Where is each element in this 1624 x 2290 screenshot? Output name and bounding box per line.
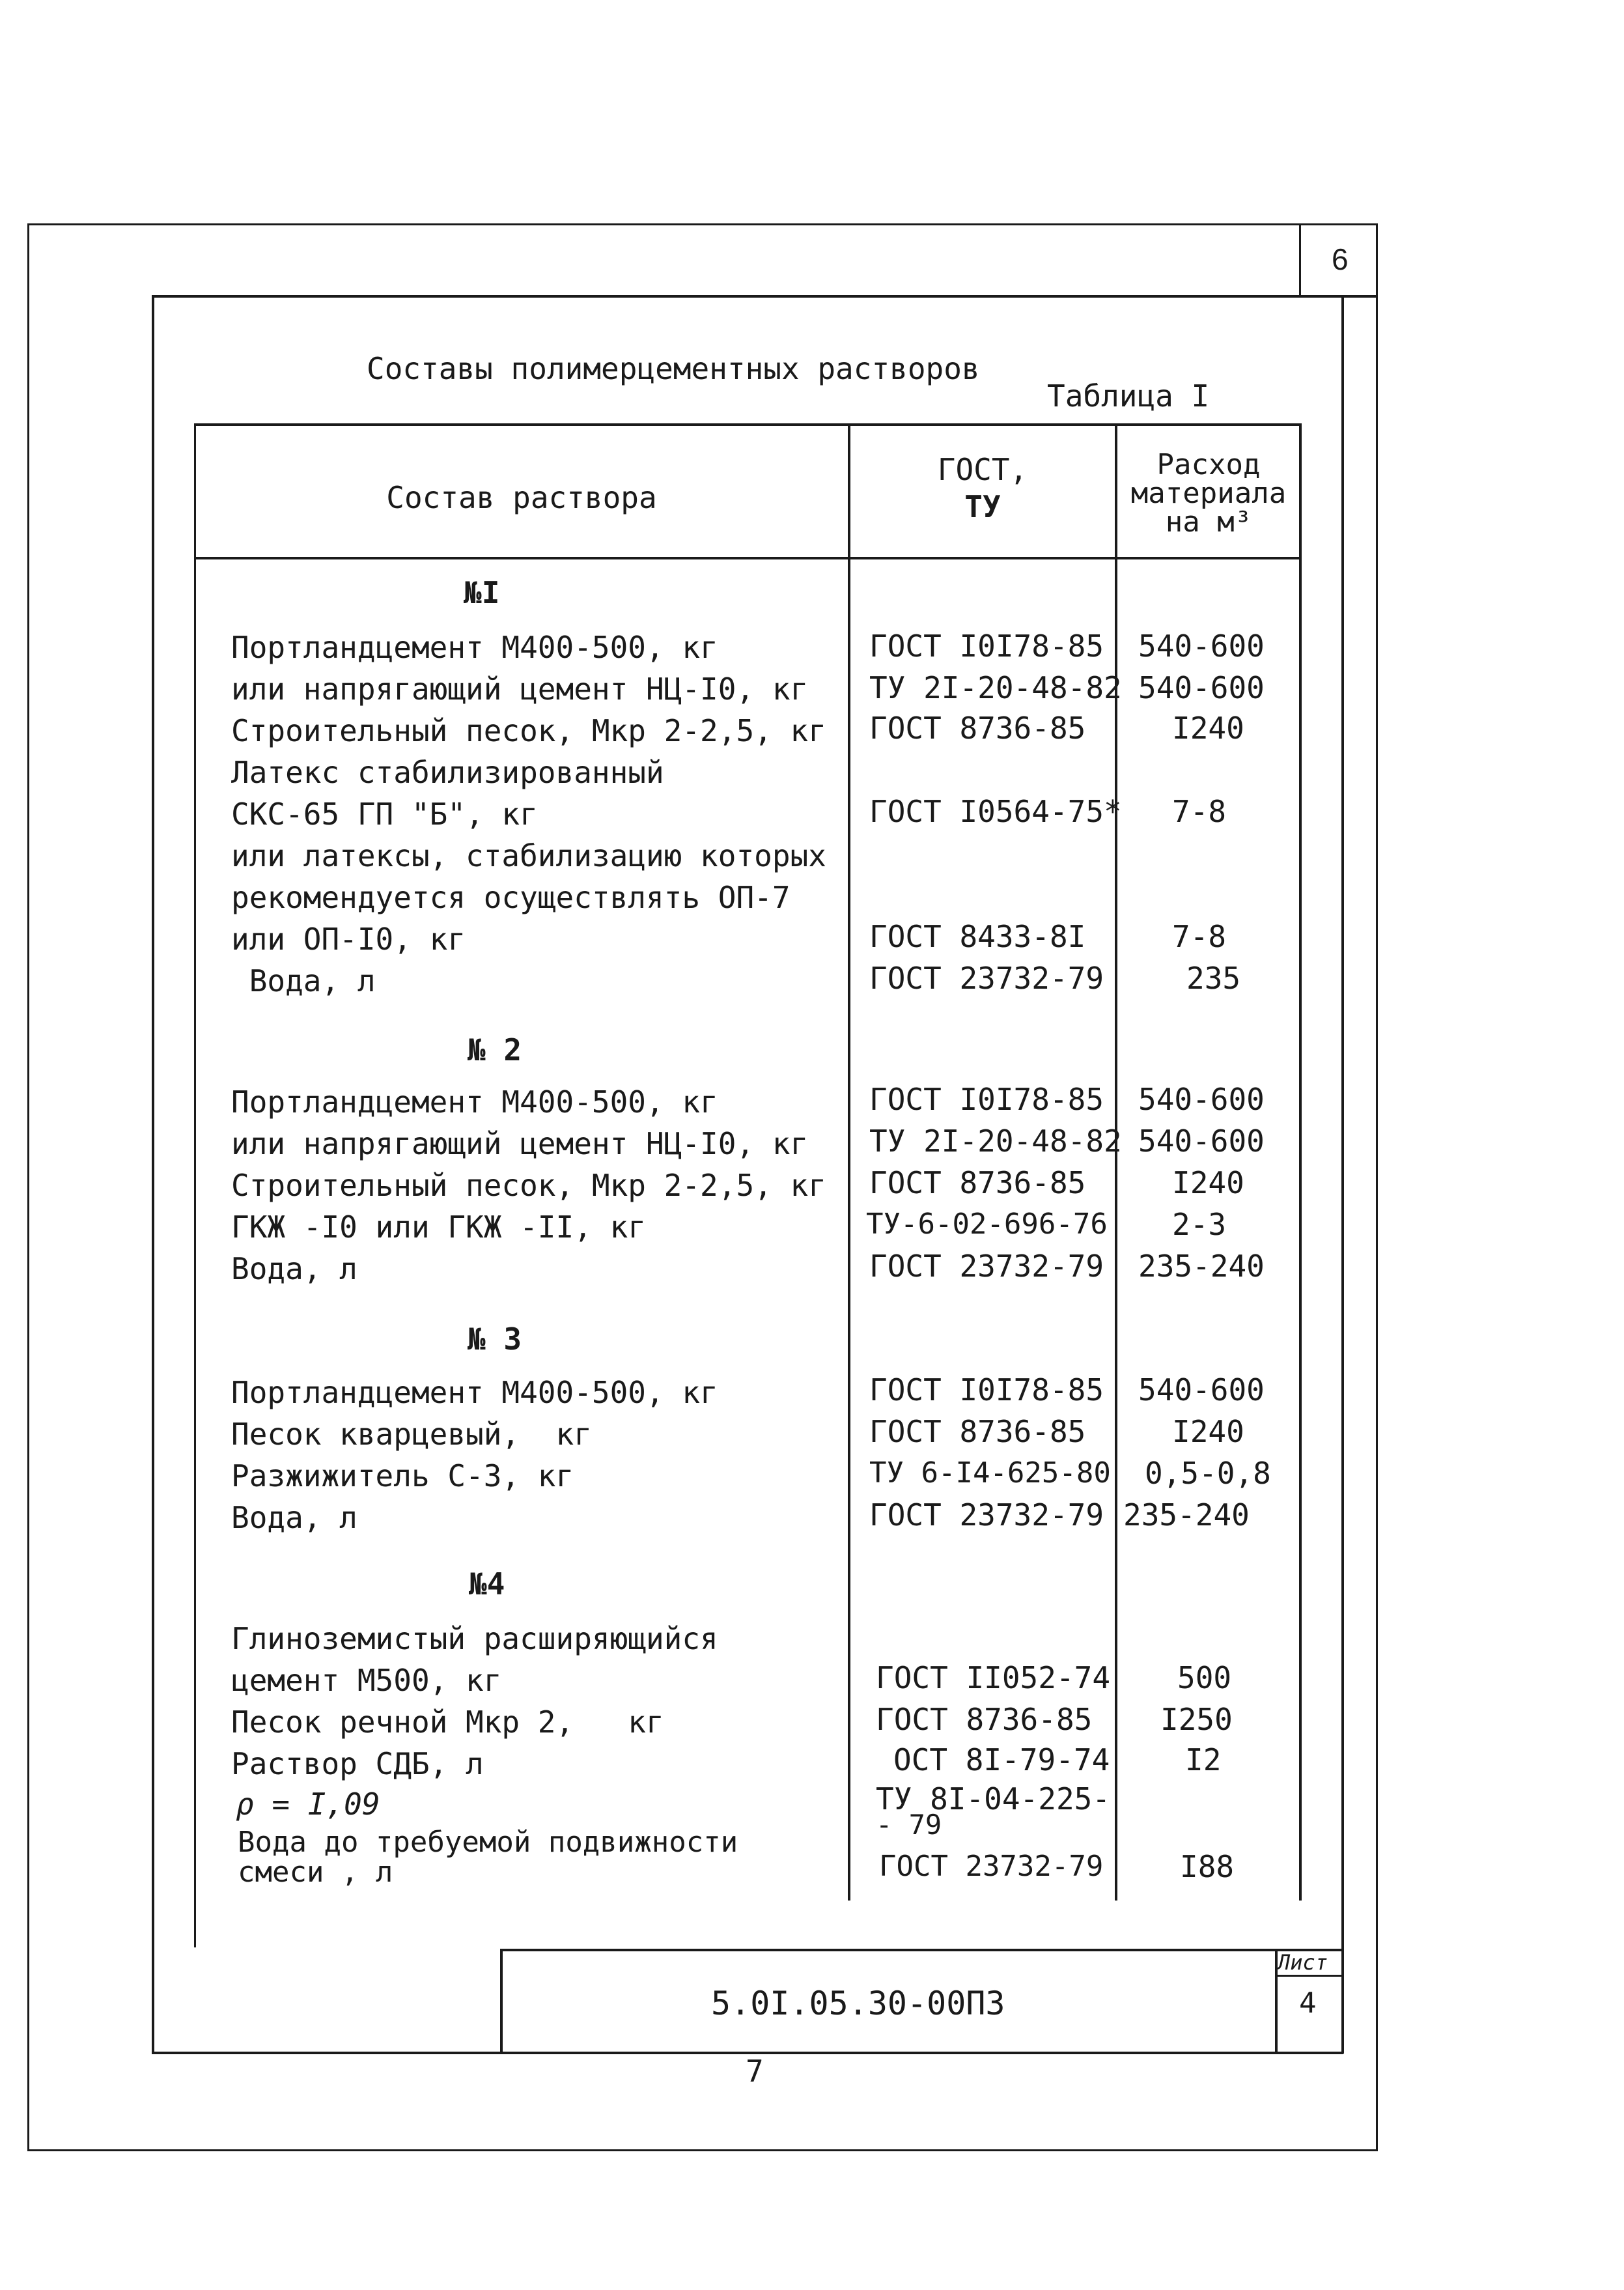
row-name: рекомендуется осуществлять ОП-7 <box>231 880 791 915</box>
outer-frame-bottom <box>27 2149 1378 2151</box>
row-standard: ГОСТ 23732-79 <box>869 1249 1104 1284</box>
row-amount: I2 <box>1185 1742 1222 1777</box>
row-name: СКС-65 ГП "Б", кг <box>231 797 538 832</box>
section-heading: №I <box>464 575 500 610</box>
column-header-consumption-line2: материала <box>1130 477 1287 510</box>
inner-frame-left <box>152 295 154 2054</box>
document-code: 5.0I.05.30-00ПЗ <box>711 1985 1005 2022</box>
row-name: цемент М500, кг <box>231 1663 502 1698</box>
column-header-consumption-line3: на м³ <box>1165 505 1252 539</box>
column-header-composition: Состав раствора <box>386 480 657 515</box>
row-standard: - 79 <box>876 1809 942 1841</box>
row-name: Строительный песок, Мкр 2-2,5, кг <box>231 713 826 748</box>
table-right-border <box>1299 423 1302 1901</box>
row-amount: 540-600 <box>1138 1372 1265 1407</box>
row-amount: 7-8 <box>1172 919 1227 954</box>
row-name: Песок речной Мкр 2, кг <box>231 1704 664 1740</box>
row-name: Латекс стабилизированный <box>231 755 664 790</box>
table-header-border <box>194 557 1301 559</box>
row-standard: ГОСТ 23732-79 <box>869 961 1104 996</box>
outer-frame-right <box>1376 223 1378 2151</box>
row-amount: 235 <box>1186 961 1241 996</box>
row-name: смеси , л <box>238 1856 393 1889</box>
outer-frame-left <box>27 223 29 2151</box>
row-amount: I88 <box>1180 1849 1235 1884</box>
row-name: Портландцемент М400-500, кг <box>231 630 718 665</box>
row-standard: ГОСТ 23732-79 <box>879 1850 1104 1883</box>
row-amount: 540-600 <box>1138 1082 1265 1117</box>
table-left-border <box>194 423 196 1947</box>
row-standard: ТУ 8I-04-225- <box>876 1781 1111 1816</box>
row-standard: ГОСТ 8736-85 <box>876 1702 1093 1737</box>
section-heading: № 3 <box>468 1322 522 1357</box>
row-name: или напрягающий цемент НЦ-I0, кг <box>231 1126 809 1161</box>
stamp-top <box>500 1949 1343 1951</box>
row-standard: ГОСТ I0I78-85 <box>869 1082 1104 1117</box>
inner-frame-top <box>152 295 1378 298</box>
row-amount: 540-600 <box>1138 1124 1265 1159</box>
row-amount: I240 <box>1172 1414 1244 1449</box>
row-standard: ГОСТ I0564-75* <box>869 794 1122 829</box>
corner-number: 6 <box>1332 242 1349 276</box>
row-amount: I240 <box>1172 1165 1244 1200</box>
row-amount: 235-240 <box>1138 1249 1265 1284</box>
page-number: 7 <box>746 2054 764 2089</box>
row-amount: I250 <box>1160 1702 1233 1737</box>
row-standard: ГОСТ I0I78-85 <box>869 1372 1104 1407</box>
row-name: Вода, л <box>231 1251 357 1286</box>
row-amount: 0,5-0,8 <box>1145 1456 1271 1491</box>
column-header-standard-line1: ГОСТ, <box>937 452 1028 487</box>
row-standard: ГОСТ 8736-85 <box>869 711 1086 746</box>
row-amount: 235-240 <box>1123 1497 1250 1533</box>
row-name: Строительный песок, Мкр 2-2,5, кг <box>231 1168 826 1203</box>
row-name: Глиноземистый расширяющийся <box>231 1621 718 1656</box>
row-standard: ТУ 6-I4-625-80 <box>869 1456 1111 1490</box>
row-standard: ГОСТ 23732-79 <box>869 1497 1104 1533</box>
row-amount: I240 <box>1172 711 1244 746</box>
row-standard: ГОСТ 8433-8I <box>869 919 1086 954</box>
table-label: Таблица I <box>1047 378 1210 414</box>
document-title: Составы полимерцементных растворов <box>367 351 980 386</box>
row-name: ρ = I,09 <box>236 1787 380 1822</box>
section-heading: № 2 <box>468 1032 522 1067</box>
inner-frame-right <box>1341 295 1344 2054</box>
sheet-label: Лист <box>1278 1950 1328 1975</box>
stamp-left <box>500 1949 503 2053</box>
corner-box-left <box>1299 223 1301 295</box>
table-top-border <box>194 423 1301 426</box>
row-standard: ГОСТ II052-74 <box>876 1660 1111 1695</box>
row-standard: ГОСТ 8736-85 <box>869 1165 1086 1200</box>
row-amount: 2-3 <box>1172 1207 1227 1242</box>
row-standard: ГОСТ 8736-85 <box>869 1414 1086 1449</box>
row-standard: ГОСТ I0I78-85 <box>869 629 1104 664</box>
column-header-consumption-line1: Расход <box>1156 448 1261 481</box>
row-amount: 540-600 <box>1138 629 1265 664</box>
table-divider-1 <box>848 423 850 1901</box>
row-name: Вода, л <box>231 1500 357 1535</box>
sheet-number: 4 <box>1299 1986 1317 2020</box>
row-amount: 540-600 <box>1138 670 1265 705</box>
section-heading: №4 <box>469 1566 505 1602</box>
outer-frame-top <box>27 223 1378 225</box>
row-name: Портландцемент М400-500, кг <box>231 1084 718 1120</box>
row-name: Раствор СДБ, л <box>231 1746 484 1781</box>
row-name: Вода, л <box>231 963 376 998</box>
table-divider-2 <box>1115 423 1117 1901</box>
row-standard: ТУ 2I-20-48-82 <box>869 1124 1122 1159</box>
stamp-sheet-label-line <box>1275 1975 1343 1977</box>
row-name: Песок кварцевый, кг <box>231 1417 592 1452</box>
row-name: Вода до требуемой подвижности <box>238 1826 738 1859</box>
row-name: Портландцемент М400-500, кг <box>231 1375 718 1410</box>
row-name: Разжижитель С-3, кг <box>231 1458 574 1493</box>
row-name: ГКЖ -I0 или ГКЖ -II, кг <box>231 1209 646 1245</box>
row-name: или латексы, стабилизацию которых <box>231 838 826 873</box>
row-standard: ТУ 2I-20-48-82 <box>869 670 1122 705</box>
row-standard: ТУ-6-02-696-76 <box>866 1208 1108 1241</box>
row-amount: 7-8 <box>1172 794 1227 829</box>
row-name: или напрягающий цемент НЦ-I0, кг <box>231 671 809 707</box>
row-standard: ОСТ 8I-79-74 <box>893 1742 1110 1777</box>
column-header-standard-line2: ТУ <box>964 489 1001 524</box>
row-amount: 500 <box>1177 1660 1232 1695</box>
row-name: или ОП-I0, кг <box>231 922 466 957</box>
